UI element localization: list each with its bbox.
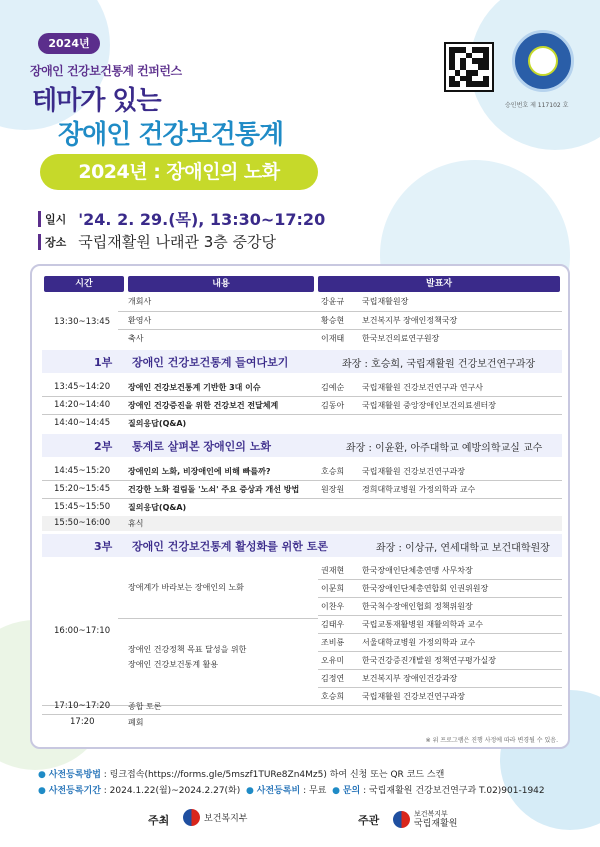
row-divider	[118, 311, 562, 312]
time-cell: 17:20	[70, 717, 95, 727]
host-org	[183, 809, 247, 826]
panel-role: 한국장애인단체총연맹 사무차장	[362, 566, 473, 575]
program-item: 개회사	[128, 297, 152, 306]
program-item: 질의응답(Q&A)	[128, 419, 187, 428]
speaker-role: 국립재활원 건강보건연구과장	[362, 467, 466, 476]
schedule-note: ※ 위 프로그램은 진행 사정에 따라 변경될 수 있음.	[425, 737, 558, 744]
row-divider	[42, 414, 562, 415]
conference-subtitle: 장애인 건강보건통계 컨퍼런스	[30, 64, 182, 78]
date-row	[38, 207, 325, 230]
panel-role: 국립교통재활병원 재활의학과 교수	[362, 620, 484, 629]
panel-name: 김정연	[321, 674, 345, 683]
speaker-role: 국립재활원 중앙장애인보건의료센터장	[362, 401, 496, 410]
time-cell: 15:50~16:00	[54, 518, 111, 528]
ministry-emblem-icon	[183, 809, 200, 826]
program-item: 축사	[128, 334, 144, 343]
part-label: 3부	[94, 540, 113, 553]
bullet-icon: ●	[246, 786, 254, 796]
reg-fee-value: : 무료	[303, 786, 327, 796]
discussion-topic: 장애인 건강정책 목표 달성을 위한	[128, 645, 247, 654]
row-divider	[318, 669, 562, 670]
row-divider	[42, 480, 562, 481]
place-label: 장소	[38, 234, 66, 250]
organizer-parent: 보건복지부	[414, 810, 448, 818]
time-cell: 14:45~15:20	[54, 466, 111, 476]
year-badge: 2024년	[38, 33, 100, 54]
bullet-icon: ●	[38, 770, 46, 780]
inquiry-label: 문의	[342, 786, 361, 796]
inquiry-value: : 국립재활원 건강보건연구과 T.02)901-1942	[363, 786, 545, 796]
panel-name: 오유미	[321, 656, 345, 665]
part-3-header	[42, 534, 562, 557]
place-row	[38, 231, 276, 252]
panel-name: 호승희	[321, 692, 345, 701]
part-title: 장애인 건강보건통계 활성화를 위한 토론	[132, 540, 328, 553]
panel-role: 한국척수장애인협회 정책위원장	[362, 602, 473, 611]
part-1-header	[42, 350, 562, 373]
part-chair: 좌장 : 호승희, 국립재활원 건강보건연구과장	[342, 359, 536, 370]
break-label: 휴식	[128, 519, 144, 528]
place-value: 국립재활원 나래관 3층 중강당	[78, 233, 276, 251]
discussion-topic: 장애인 건강보건통계 활용	[128, 660, 219, 669]
discussion-topic: 장애계가 바라보는 장애인의 노화	[128, 583, 244, 592]
program-item: 질의응답(Q&A)	[128, 503, 187, 512]
time-cell: 15:45~15:50	[54, 502, 111, 512]
row-divider	[118, 618, 318, 619]
title-line-1: 테마가 있는	[32, 86, 161, 116]
time-cell: 16:00~17:10	[54, 626, 111, 636]
speaker-role: 국립재활원장	[362, 297, 409, 306]
part-chair: 좌장 : 이윤환, 아주대학교 예방의학교실 교수	[346, 443, 543, 454]
row-divider	[318, 633, 562, 634]
reg-fee-label: 사전등록비	[256, 786, 301, 796]
row-divider	[318, 579, 562, 580]
panel-name: 김태우	[321, 620, 345, 629]
part-label: 1부	[94, 356, 113, 369]
row-divider	[118, 329, 562, 330]
speaker-name: 황승현	[321, 316, 345, 325]
row-divider	[42, 396, 562, 397]
part-title: 통계로 살펴본 장애인의 노화	[132, 440, 271, 453]
panel-role: 한국장애인단체총연합회 인권위원장	[362, 584, 489, 593]
row-divider	[42, 498, 562, 499]
panel-name: 권재현	[321, 566, 345, 575]
bullet-icon: ●	[332, 786, 340, 796]
schedule-table	[30, 264, 570, 749]
program-item: 장애인 건강증진을 위한 건강보건 전달체계	[128, 401, 279, 410]
time-cell: 17:10~17:20	[54, 701, 111, 711]
registration-info-row	[38, 783, 545, 796]
program-item: 환영사	[128, 316, 152, 325]
seal-caption: 승인번호 제 117102 호	[505, 102, 569, 109]
row-divider	[318, 651, 562, 652]
row-divider	[42, 705, 562, 706]
speaker-role: 국립재활원 건강보건연구과 연구사	[362, 383, 484, 392]
bullet-icon: ●	[38, 786, 46, 796]
reg-period-value: : 2024.1.22(월)~2024.2.27(화)	[103, 786, 241, 796]
host-org-name: 보건복지부	[204, 814, 248, 824]
header-content: 내용	[128, 276, 314, 292]
part-title: 장애인 건강보건통계 들여다보기	[132, 356, 289, 369]
seal-icon	[528, 46, 558, 76]
panel-name: 조비룡	[321, 638, 345, 647]
organizer-label: 주관	[358, 814, 380, 827]
host-label: 주최	[148, 814, 170, 827]
speaker-role: 보건복지부 장애인정책국장	[362, 316, 458, 325]
statistics-approval-seal	[512, 30, 574, 92]
row-divider	[42, 714, 562, 715]
speaker-role: 한국보건의료연구원장	[362, 334, 440, 343]
time-cell: 13:30~13:45	[54, 317, 111, 327]
panel-role: 서울대학교병원 가정의학과 교수	[362, 638, 476, 647]
ministry-emblem-icon	[393, 811, 410, 828]
date-value: '24. 2. 29.(목), 13:30~17:20	[78, 210, 326, 229]
row-divider	[318, 687, 562, 688]
speaker-name: 원장원	[321, 485, 345, 494]
reg-method-value[interactable]: : 링크접속(https://forms.gle/5mszf1TURe8Zn4Mz5) 하여 신청 또는 QR 코드 스캔	[103, 770, 445, 780]
speaker-name: 호승희	[321, 467, 345, 476]
theme-banner: 2024년 : 장애인의 노화	[40, 154, 318, 190]
date-label: 일시	[38, 211, 66, 227]
row-divider	[318, 615, 562, 616]
panel-name: 이문희	[321, 584, 345, 593]
title-line-2: 장애인 건강보건통계	[58, 120, 284, 150]
qr-code[interactable]	[444, 42, 494, 92]
time-cell: 13:45~14:20	[54, 382, 111, 392]
program-item: 장애인 건강보건통계 기반한 3대 이슈	[128, 383, 261, 392]
time-cell: 15:20~15:45	[54, 484, 111, 494]
speaker-name: 이재태	[321, 334, 345, 343]
reg-period-label: 사전등록기간	[48, 786, 101, 796]
part-2-header	[42, 434, 562, 457]
header-time: 시간	[44, 276, 124, 292]
part-label: 2부	[94, 440, 113, 453]
panel-role: 보건복지부 장애인건강과장	[362, 674, 458, 683]
speaker-name: 김예순	[321, 383, 345, 392]
panel-role: 한국건강증진개발원 정책연구평가실장	[362, 656, 496, 665]
time-cell: 14:40~14:45	[54, 418, 111, 428]
organizer-org	[393, 809, 457, 829]
speaker-name: 김동아	[321, 401, 345, 410]
row-divider	[318, 597, 562, 598]
program-item: 장애인의 노화, 비장애인에 비해 빠를까?	[128, 467, 271, 476]
speaker-name: 강윤규	[321, 297, 345, 306]
time-cell: 14:20~14:40	[54, 400, 111, 410]
qr-module	[483, 81, 489, 87]
panel-name: 이찬우	[321, 602, 345, 611]
program-item: 건강한 노화 걸림돌 '노쇠' 주요 증상과 개선 방법	[128, 485, 300, 494]
header-speaker: 발표자	[318, 276, 560, 292]
registration-method-row	[38, 767, 444, 780]
panel-role: 국립재활원 건강보건연구과장	[362, 692, 466, 701]
break-row	[42, 516, 562, 531]
program-item: 종합 토론	[128, 702, 162, 711]
speaker-role: 경희대학교병원 가정의학과 교수	[362, 485, 476, 494]
reg-method-label: 사전등록방법	[48, 770, 101, 780]
program-item: 폐회	[128, 718, 144, 727]
organizer-name: 국립재활원	[414, 819, 458, 829]
part-chair: 좌장 : 이상규, 연세대학교 보건대학원장	[376, 543, 550, 554]
